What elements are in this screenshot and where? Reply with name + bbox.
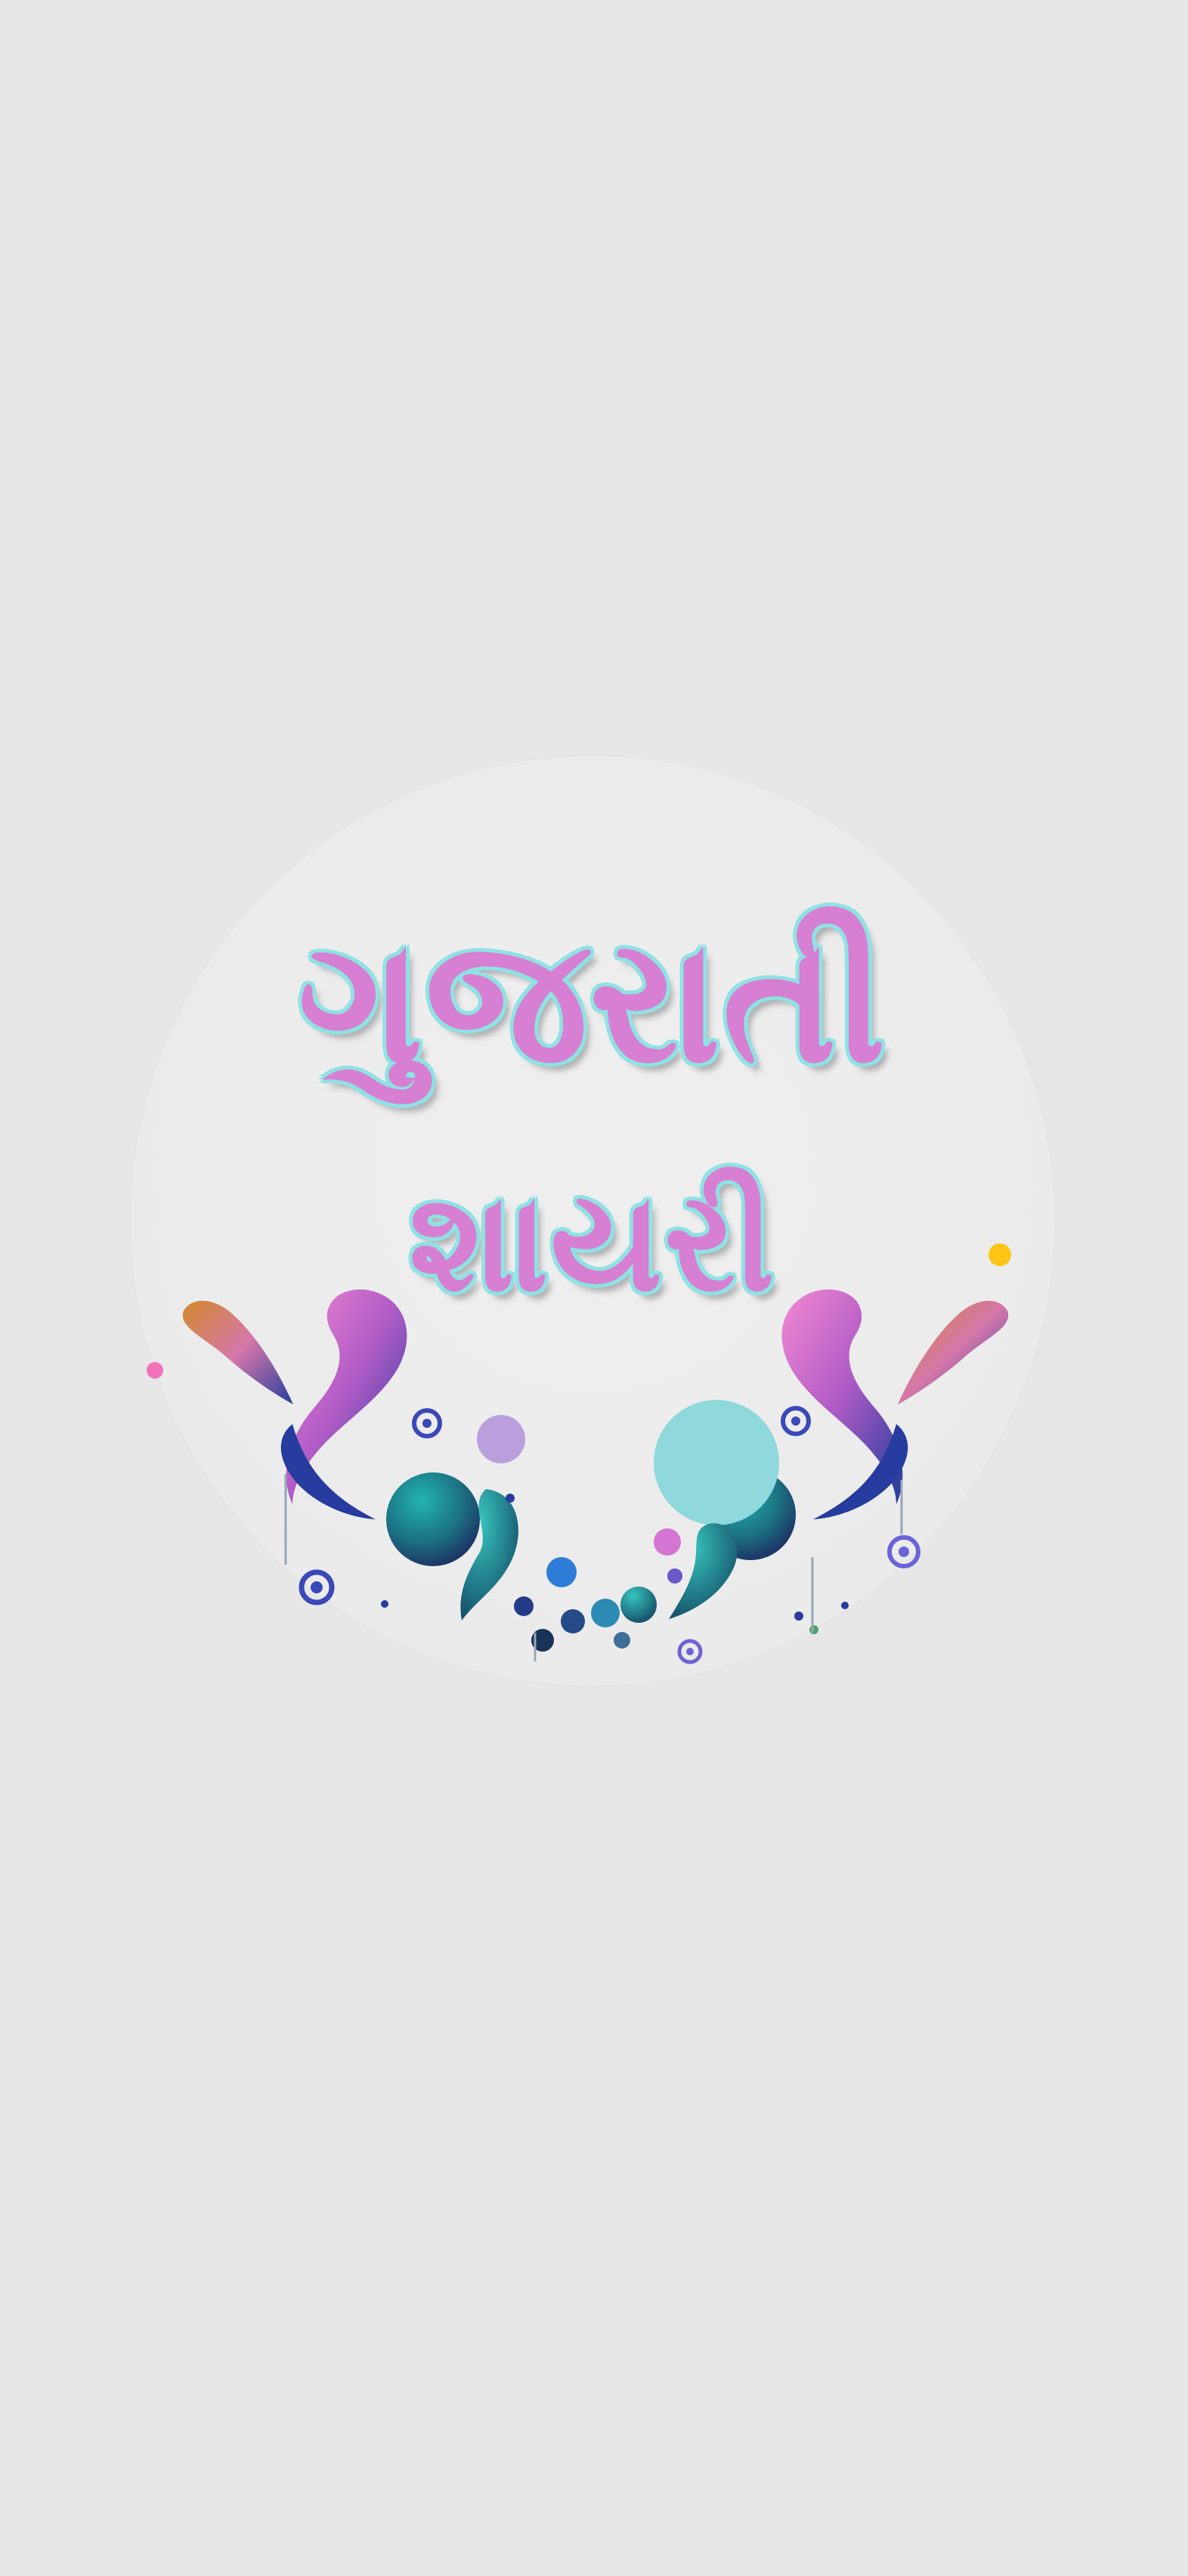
right-orange-drop-icon	[898, 1301, 1008, 1404]
app-subtitle-shayari: શાયરી	[408, 1162, 777, 1322]
right-pink-drop-icon	[782, 1290, 908, 1519]
app-title-gujarati: ગુજરાતી	[297, 900, 888, 1101]
left-orange-drop-icon	[183, 1301, 293, 1404]
center-teal-bubbles	[386, 1400, 796, 1652]
left-pink-drop-icon	[281, 1290, 407, 1519]
hanging-thread-lines	[286, 1474, 902, 1661]
app-logo	[131, 756, 1054, 1686]
